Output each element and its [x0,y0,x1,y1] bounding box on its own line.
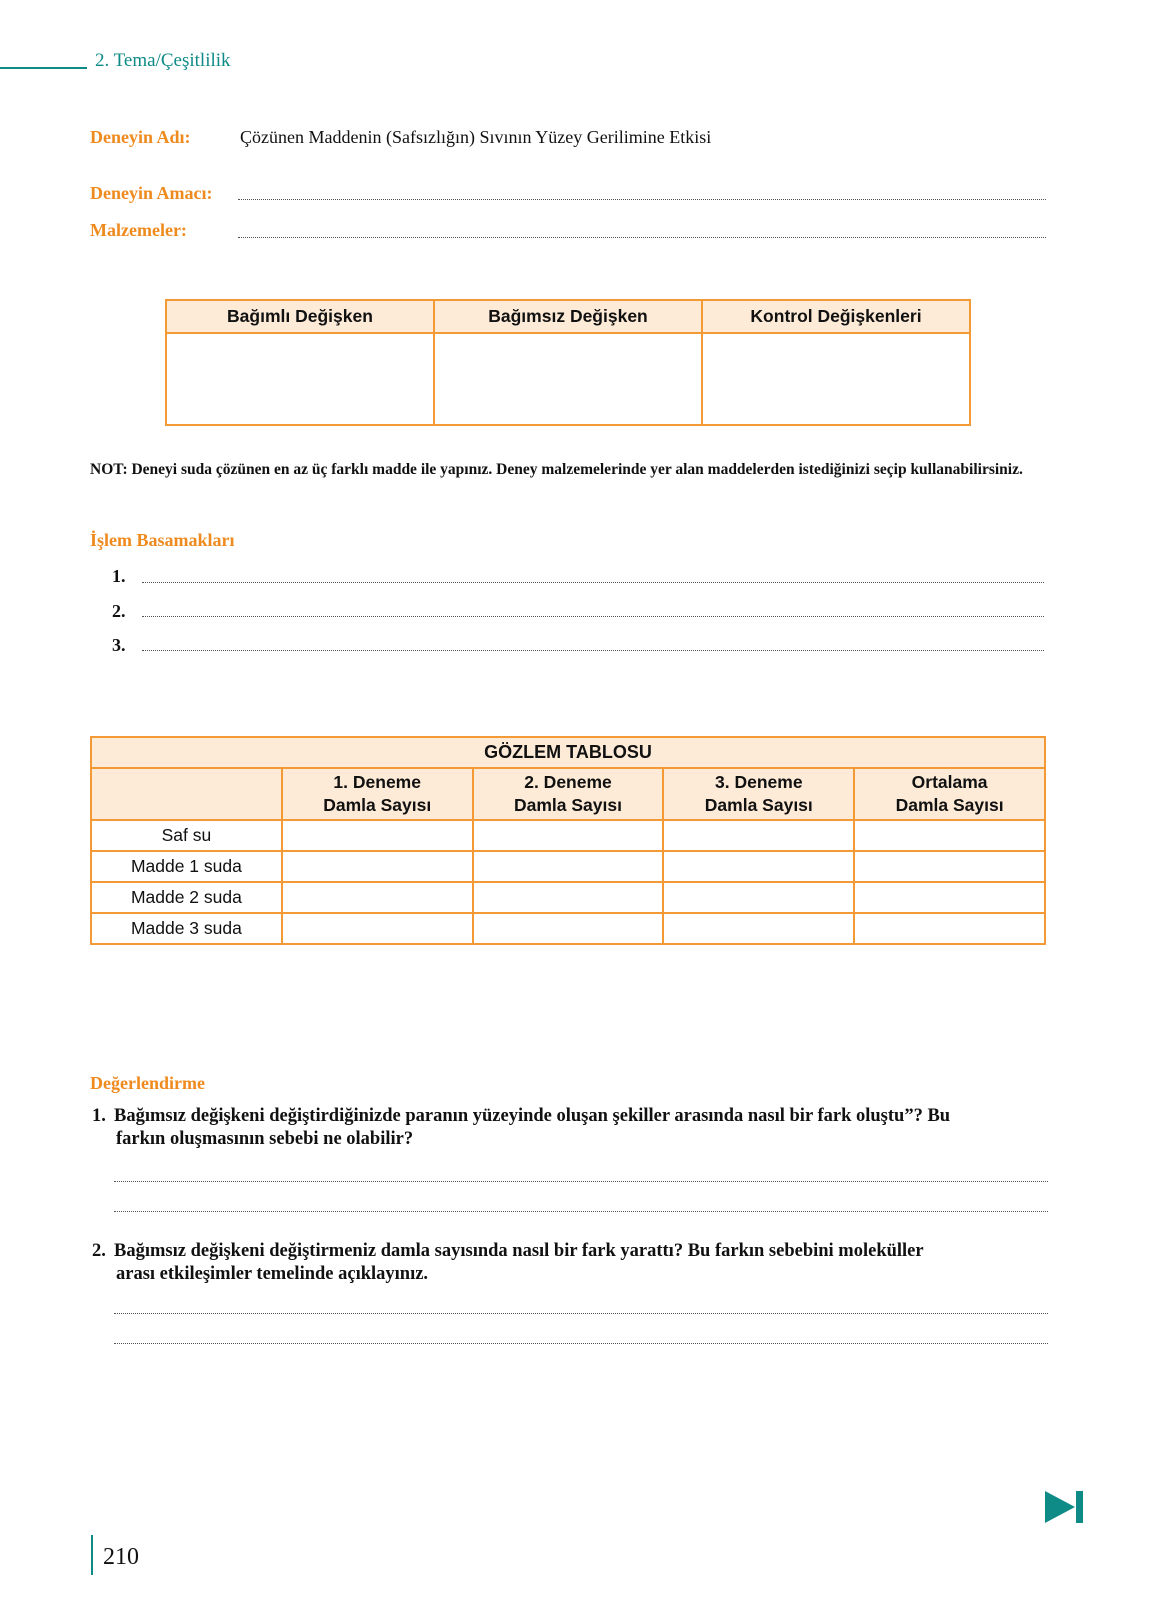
column-header: 2. Deneme Damla Sayısı [473,768,664,820]
row-label: Madde 2 suda [91,882,282,913]
page-number-bar [91,1535,93,1575]
data-cell[interactable] [473,882,664,913]
answer-line[interactable] [114,1343,1048,1344]
data-cell[interactable] [473,820,664,851]
question-1: 1. Bağımsız değişkeni değiştirdiğinizde paranın yüzeyinde oluşan şekiller arasında nasıl bir fark oluştu”? Bu farkın oluşmasının sebebi ne olabilir? [92,1106,951,1149]
data-cell[interactable] [473,913,664,944]
table-row [91,820,1045,851]
question-2: 2. Bağımsız değişkeni değiştirmeniz damla sayısında nasıl bir fark yarattı? Bu farkın sebebini moleküller arası etkileşimler temelinde açıklayınız. [92,1241,924,1284]
table-row [91,913,1045,944]
variables-header-independent: Bağımsız Değişken [434,300,702,333]
experiment-purpose-label: Deneyin Amacı: [90,183,213,203]
observation-table-title: GÖZLEM TABLOSU [91,737,1045,768]
row-label: Saf su [91,820,282,851]
purpose-answer-line[interactable] [238,199,1046,200]
variables-header-control: Kontrol Değişkenleri [702,300,970,333]
table-row [91,851,1045,882]
step-answer-line[interactable] [142,616,1044,617]
note-text: NOT: Deneyi suda çözünen en az üç farklı madde ile yapınız. Deney malzemelerinde yer alan maddelerden istediğinizi seçip kullanabilirsiniz. [90,461,1023,478]
data-cell[interactable] [663,882,854,913]
step-answer-line[interactable] [142,582,1044,583]
step-number: 2. [112,601,126,621]
data-cell[interactable] [854,820,1045,851]
row-label-header [91,768,282,820]
data-cell[interactable] [663,913,854,944]
evaluation-title: Değerlendirme [90,1073,205,1093]
materials-answer-line[interactable] [238,237,1046,238]
answer-line[interactable] [114,1181,1048,1182]
materials-label: Malzemeler: [90,220,187,240]
data-cell[interactable] [663,851,854,882]
data-cell[interactable] [282,913,473,944]
skip-next-icon[interactable] [1045,1491,1085,1523]
row-label: Madde 3 suda [91,913,282,944]
data-cell[interactable] [282,851,473,882]
table-row [91,882,1045,913]
independent-variable-cell[interactable] [434,333,702,425]
column-header: 3. Deneme Damla Sayısı [663,768,854,820]
data-cell[interactable] [854,851,1045,882]
dependent-variable-cell[interactable] [166,333,434,425]
step-number: 1. [112,566,126,586]
data-cell[interactable] [663,820,854,851]
column-header: Ortalama Damla Sayısı [854,768,1045,820]
header-rule [0,67,87,69]
data-cell[interactable] [854,913,1045,944]
experiment-name-value: Çözünen Maddenin (Safsızlığın) Sıvının Yüzey Gerilimine Etkisi [240,127,712,147]
experiment-name-label: Deneyin Adı: [90,127,191,147]
row-label: Madde 1 suda [91,851,282,882]
variables-table [165,299,971,426]
step-answer-line[interactable] [142,650,1044,651]
section-title: 2. Tema/Çeşitlilik [95,50,231,71]
answer-line[interactable] [114,1211,1048,1212]
column-header: 1. Deneme Damla Sayısı [282,768,473,820]
variables-header-dependent: Bağımlı Değişken [166,300,434,333]
data-cell[interactable] [282,820,473,851]
observation-table [90,736,1046,945]
step-number: 3. [112,635,126,655]
page-number: 210 [103,1544,139,1570]
data-cell[interactable] [473,851,664,882]
data-cell[interactable] [854,882,1045,913]
data-cell[interactable] [282,882,473,913]
steps-title: İşlem Basamakları [90,530,235,550]
answer-line[interactable] [114,1313,1048,1314]
control-variables-cell[interactable] [702,333,970,425]
